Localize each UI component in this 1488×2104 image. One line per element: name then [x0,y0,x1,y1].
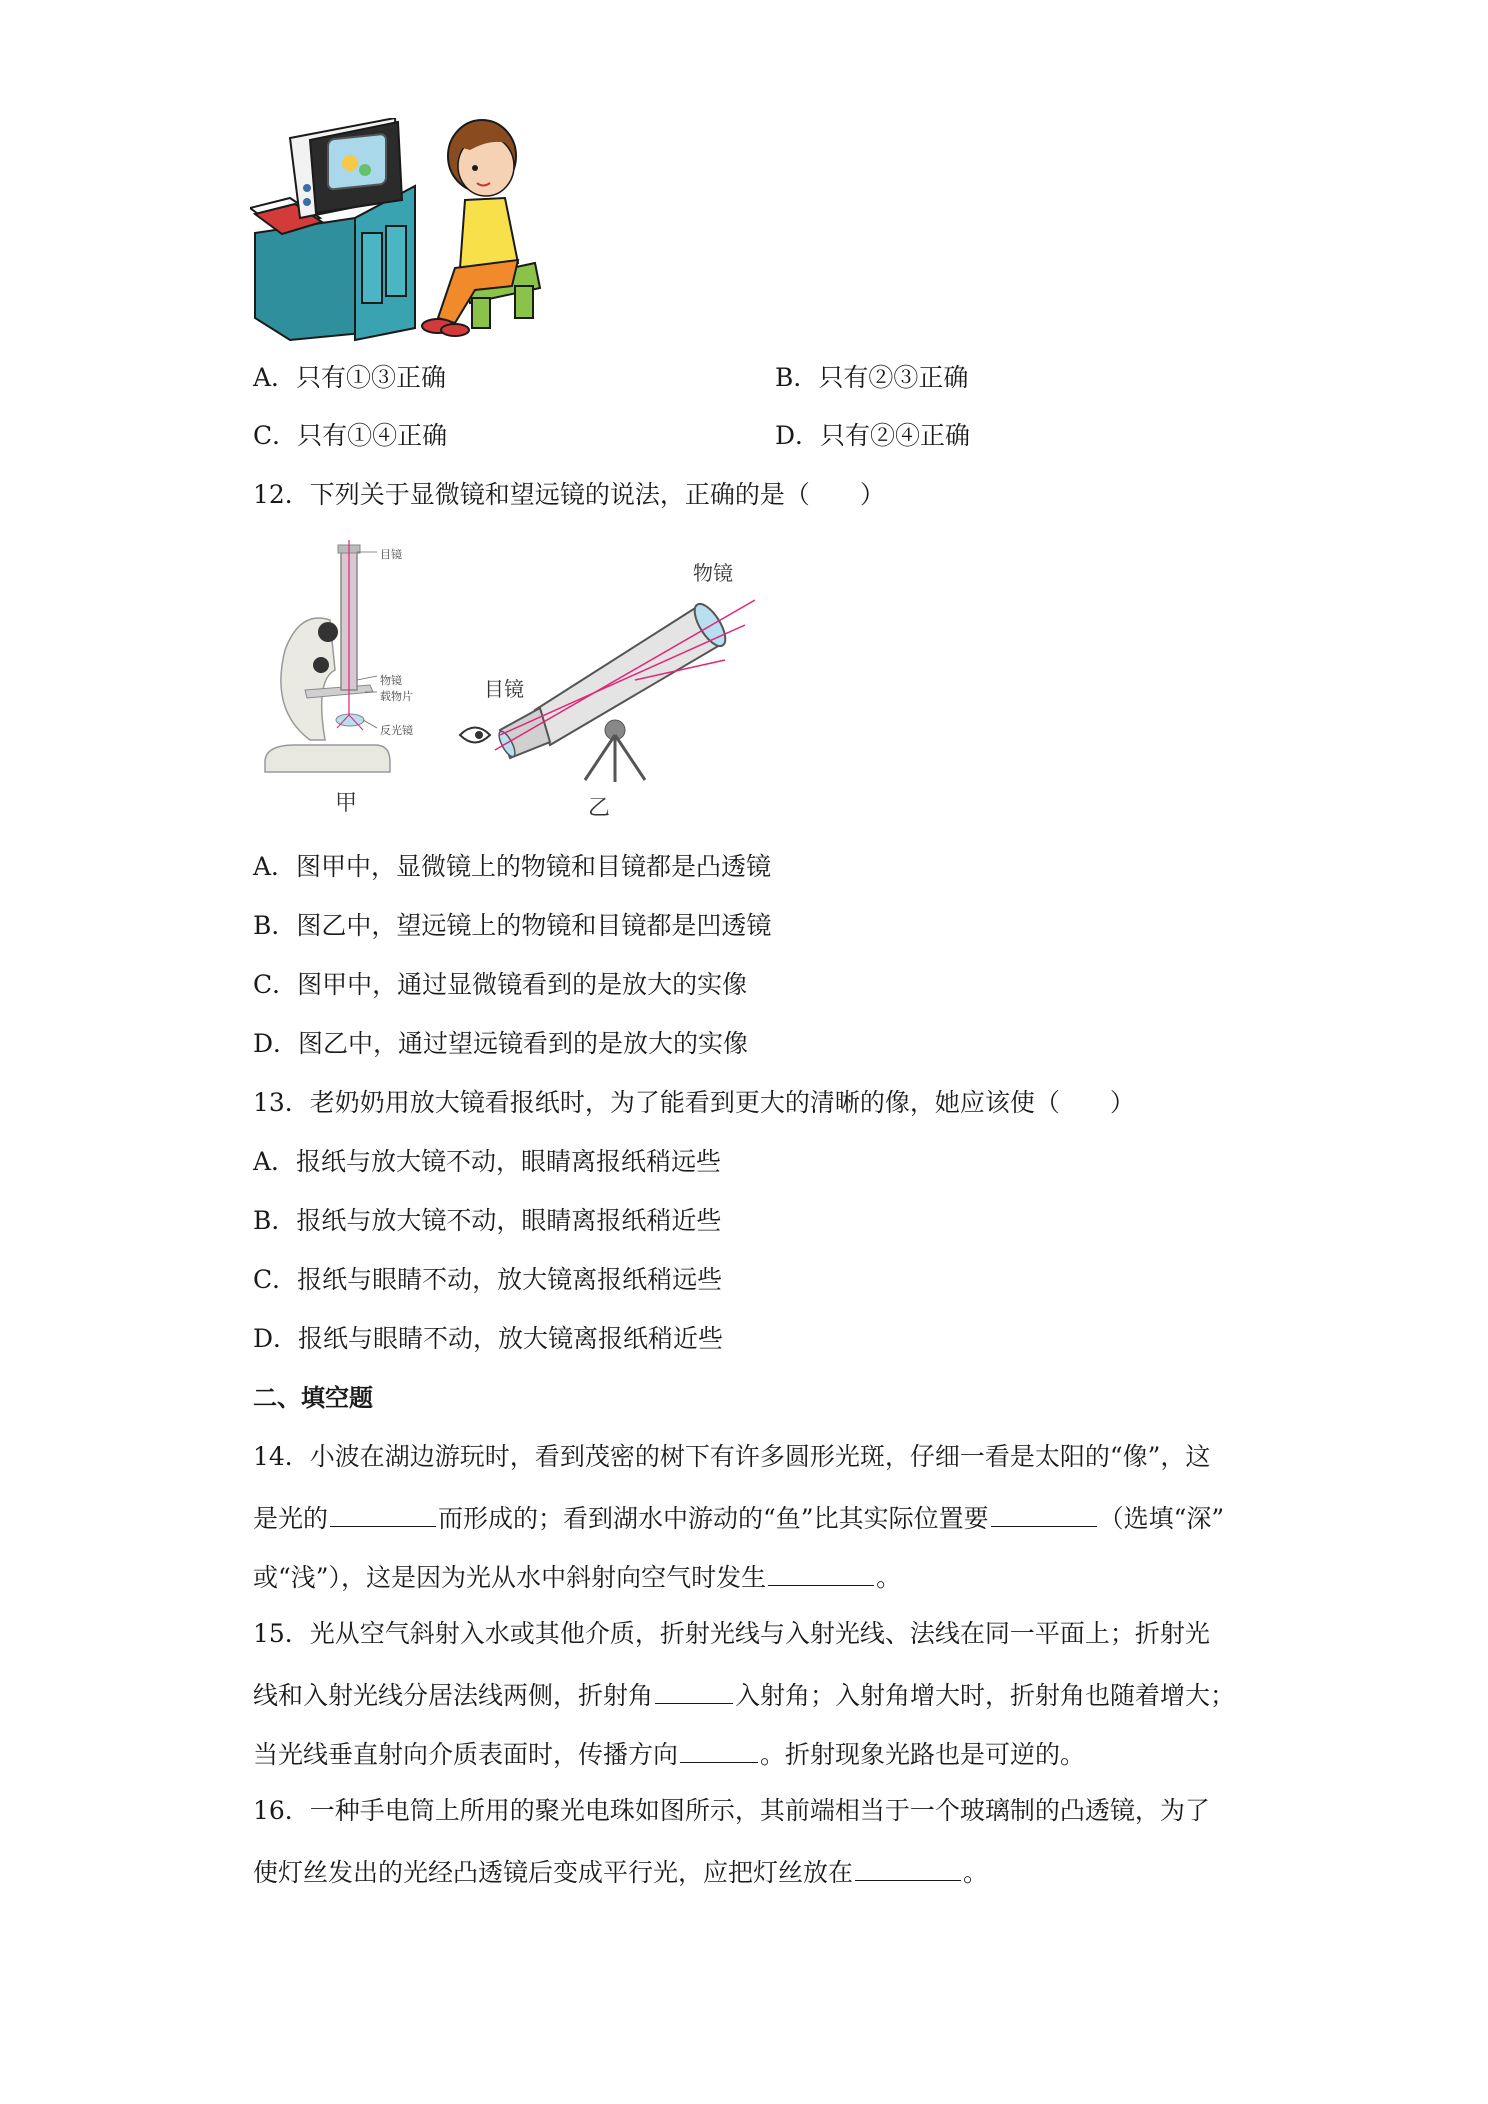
telescope-eyepiece-label: 目镜 [484,677,524,701]
q15-text-3a: 当光线垂直射向介质表面时，传播方向 [253,1740,679,1769]
answer-blank[interactable] [855,1854,961,1881]
answer-blank[interactable] [330,1500,436,1527]
q12-option-d: D．图乙中，通过望远镜看到的是放大的实像 [253,1029,749,1058]
q15-line-3 [253,1736,1085,1771]
microscope-slide-label: 载物片 [380,690,413,703]
q15-text-3b: 。折射现象光路也是可逆的。 [760,1740,1086,1769]
q15-line-1: 15．光从空气斜射入水或其他介质，折射光线与入射光线、法线在同一平面上；折射光 [253,1619,1210,1648]
q14-line-3 [253,1559,901,1594]
q13-option-d: D．报纸与眼睛不动，放大镜离报纸稍近些 [253,1324,724,1353]
answer-blank[interactable] [655,1677,733,1704]
q16-text-2a: 使灯丝发出的光经凸透镜后变成平行光，应把灯丝放在 [253,1858,854,1887]
q16-line-2 [253,1854,988,1889]
q16-text-2b: 。 [963,1858,989,1887]
q14-text-2c: （选填“深” [1098,1504,1225,1533]
q13-stem: 13．老奶奶用放大镜看报纸时，为了能看到更大的清晰的像，她应该使（ ） [253,1088,1135,1117]
section-heading: 二、填空题 [253,1384,373,1412]
q12-stem: 12．下列关于显微镜和望远镜的说法，正确的是（ ） [253,480,885,509]
q15-text-2b: 入射角；入射角增大时，折射角也随着增大； [735,1681,1236,1710]
microscope-objective-label: 物镜 [380,674,402,687]
q11-option-c: C．只有①④正确 [253,421,448,450]
q14-text-2a: 是光的 [253,1504,329,1533]
q12-option-c: C．图甲中，通过显微镜看到的是放大的实像 [253,970,748,999]
q14-text-3a: 或“浅”），这是因为光从水中斜射向空气时发生 [253,1563,767,1592]
q12-option-b: B．图乙中，望远镜上的物镜和目镜都是凹透镜 [253,911,772,940]
q13-option-c: C．报纸与眼睛不动，放大镜离报纸稍远些 [253,1265,723,1294]
q12-option-a: A．图甲中，显微镜上的物镜和目镜都是凸透镜 [253,852,772,881]
microscope-caption: 甲 [335,791,358,816]
telescope-objective-label: 物镜 [693,561,733,585]
q16-line-1: 16．一种手电筒上所用的聚光电珠如图所示，其前端相当于一个玻璃制的凸透镜，为了 [253,1796,1210,1825]
answer-blank[interactable] [768,1559,874,1586]
q13-option-b: B．报纸与放大镜不动，眼睛离报纸稍近些 [253,1206,722,1235]
q11-option-b: B．只有②③正确 [775,363,969,392]
q15-text-2a: 线和入射光线分居法线两侧，折射角 [253,1681,654,1710]
q13-option-a: A．报纸与放大镜不动，眼睛离报纸稍远些 [253,1147,722,1176]
microscope-figure [255,540,415,785]
q14-line-1: 14．小波在湖边游玩时，看到茂密的树下有许多圆形光斑，仔细一看是太阳的“像”，这 [253,1442,1211,1471]
telescope-caption: 乙 [588,796,611,821]
q11-option-d: D．只有②④正确 [775,421,971,450]
microscope-eyepiece-label: 目镜 [380,548,402,561]
answer-blank[interactable] [991,1500,1097,1527]
q11-option-a: A．只有①③正确 [253,363,447,392]
tv-child-illustration [250,118,590,343]
microscope-mirror-label: 反光镜 [380,724,413,737]
q14-text-2b: 而形成的；看到湖水中游动的“鱼”比其实际位置要 [438,1504,989,1533]
answer-blank[interactable] [680,1736,758,1763]
q14-text-3b: 。 [876,1563,902,1592]
q14-line-2 [253,1500,1224,1535]
q15-line-2 [253,1677,1235,1712]
